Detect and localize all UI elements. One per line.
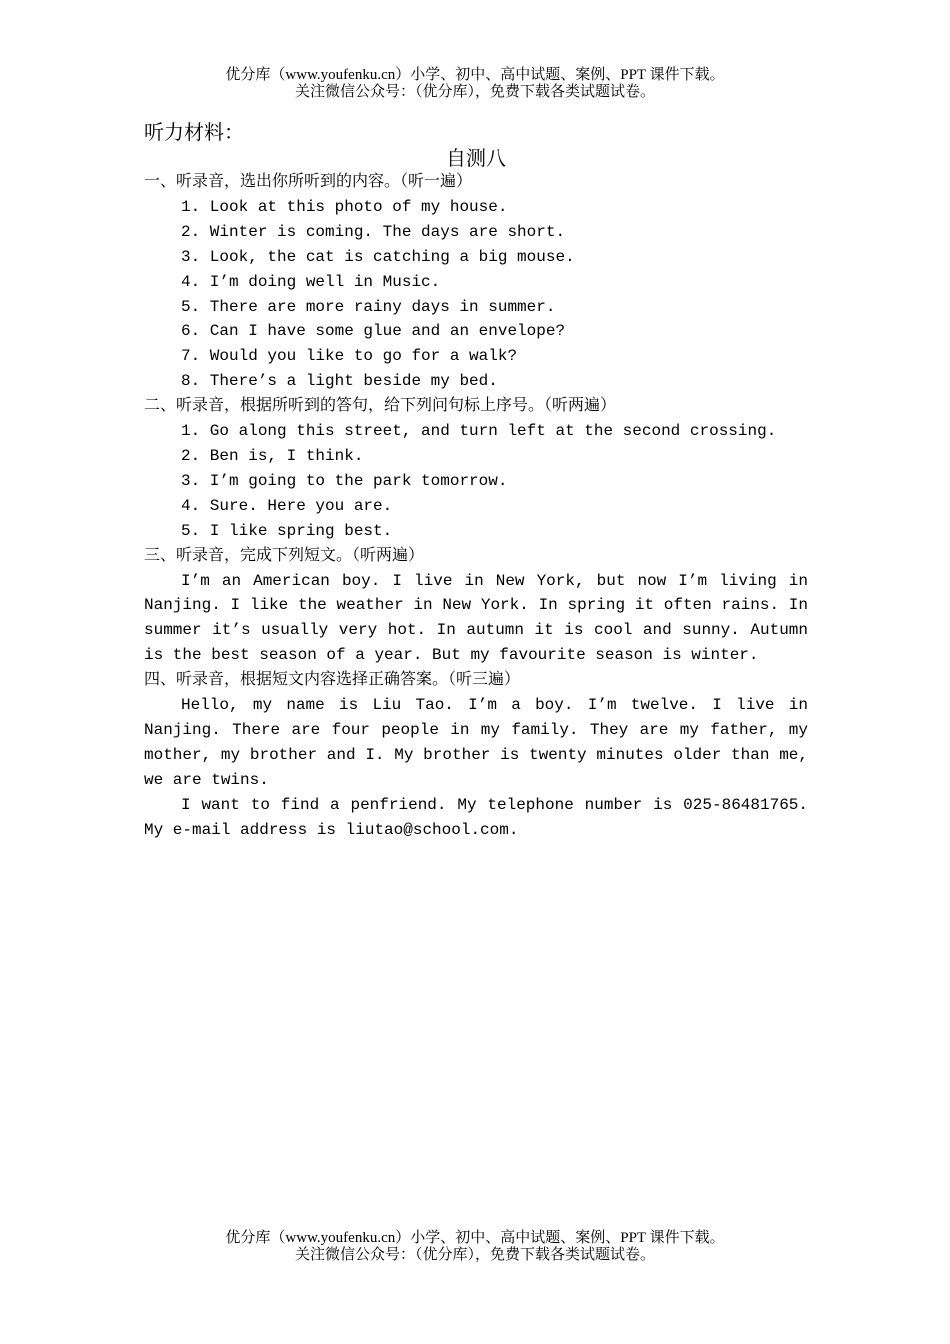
section-2-heading: 二、听录音，根据所听到的答句，给下列问句标上序号。（听两遍） (144, 397, 617, 416)
list-item: 4. Sure. Here you are. (181, 496, 393, 515)
list-item: 1. Look at this photo of my house. (181, 197, 508, 216)
section-3-heading: 三、听录音，完成下列短文。（听两遍） (144, 546, 425, 565)
header-line-1: 优分库（www.youfenku.cn）小学、初中、高中试题、案例、PPT 课件下载。 (225, 67, 725, 83)
page-subtitle: 自测八 (446, 146, 506, 170)
section-3 (144, 544, 808, 669)
page-header (0, 67, 950, 101)
list-item: 3. Look, the cat is catching a big mouse. (181, 247, 575, 266)
section-4-paragraph-2: I want to find a penfriend. My telephone number is 025-86481765. My e-mail address is liutao@school.com. (144, 795, 808, 839)
page-footer (0, 1230, 950, 1264)
list-item: 8. There’s a light beside my bed. (181, 372, 498, 391)
list-item: 6. Can I have some glue and an envelope? (181, 322, 566, 341)
list-item: 7. Would you like to go for a walk? (181, 347, 518, 366)
section-1-heading: 一、听录音，选出你所听到的内容。（听一遍） (144, 173, 473, 191)
document-body (144, 118, 808, 842)
list-item: 4. I’m doing well in Music. (181, 272, 441, 291)
header-line-2: 关注微信公众号：（优分库），免费下载各类试题试卷。 (294, 84, 655, 100)
list-item: 5. There are more rainy days in summer. (181, 297, 556, 316)
section-4-paragraph-1: Hello, my name is Liu Tao. I’m a boy. I’m twelve. I live in Nanjing. There are four people in my family. They are my father, my mother, my brother and I. My brother is twenty minutes older than me, we are twins. (144, 696, 808, 789)
section-4-heading: 四、听录音，根据短文内容选择正确答案。（听三遍） (144, 671, 521, 690)
section-2 (144, 394, 808, 543)
list-item: 2. Winter is coming. The days are short. (181, 222, 566, 241)
footer-line-2: 关注微信公众号：（优分库），免费下载各类试题试卷。 (294, 1247, 655, 1263)
list-item: 3. I’m going to the park tomorrow. (181, 471, 508, 490)
section-1 (144, 170, 808, 394)
page-title: 听力材料： (144, 120, 244, 144)
section-4 (144, 668, 808, 842)
list-item: 5. I like spring best. (181, 521, 393, 540)
footer-line-1: 优分库（www.youfenku.cn）小学、初中、高中试题、案例、PPT 课件下载。 (225, 1230, 725, 1246)
list-item: 2. Ben is, I think. (181, 446, 364, 465)
list-item: 1. Go along this street, and turn left at the second crossing. (181, 422, 777, 441)
section-3-paragraph: I’m an American boy. I live in New York, but now I’m living in Nanjing. I like the weather in New York. In spring it often rains. In summer it’s usually very hot. In autumn it is cool and sunny. Autumn is the best season of a year. But my favourite season is winter. (144, 571, 808, 665)
